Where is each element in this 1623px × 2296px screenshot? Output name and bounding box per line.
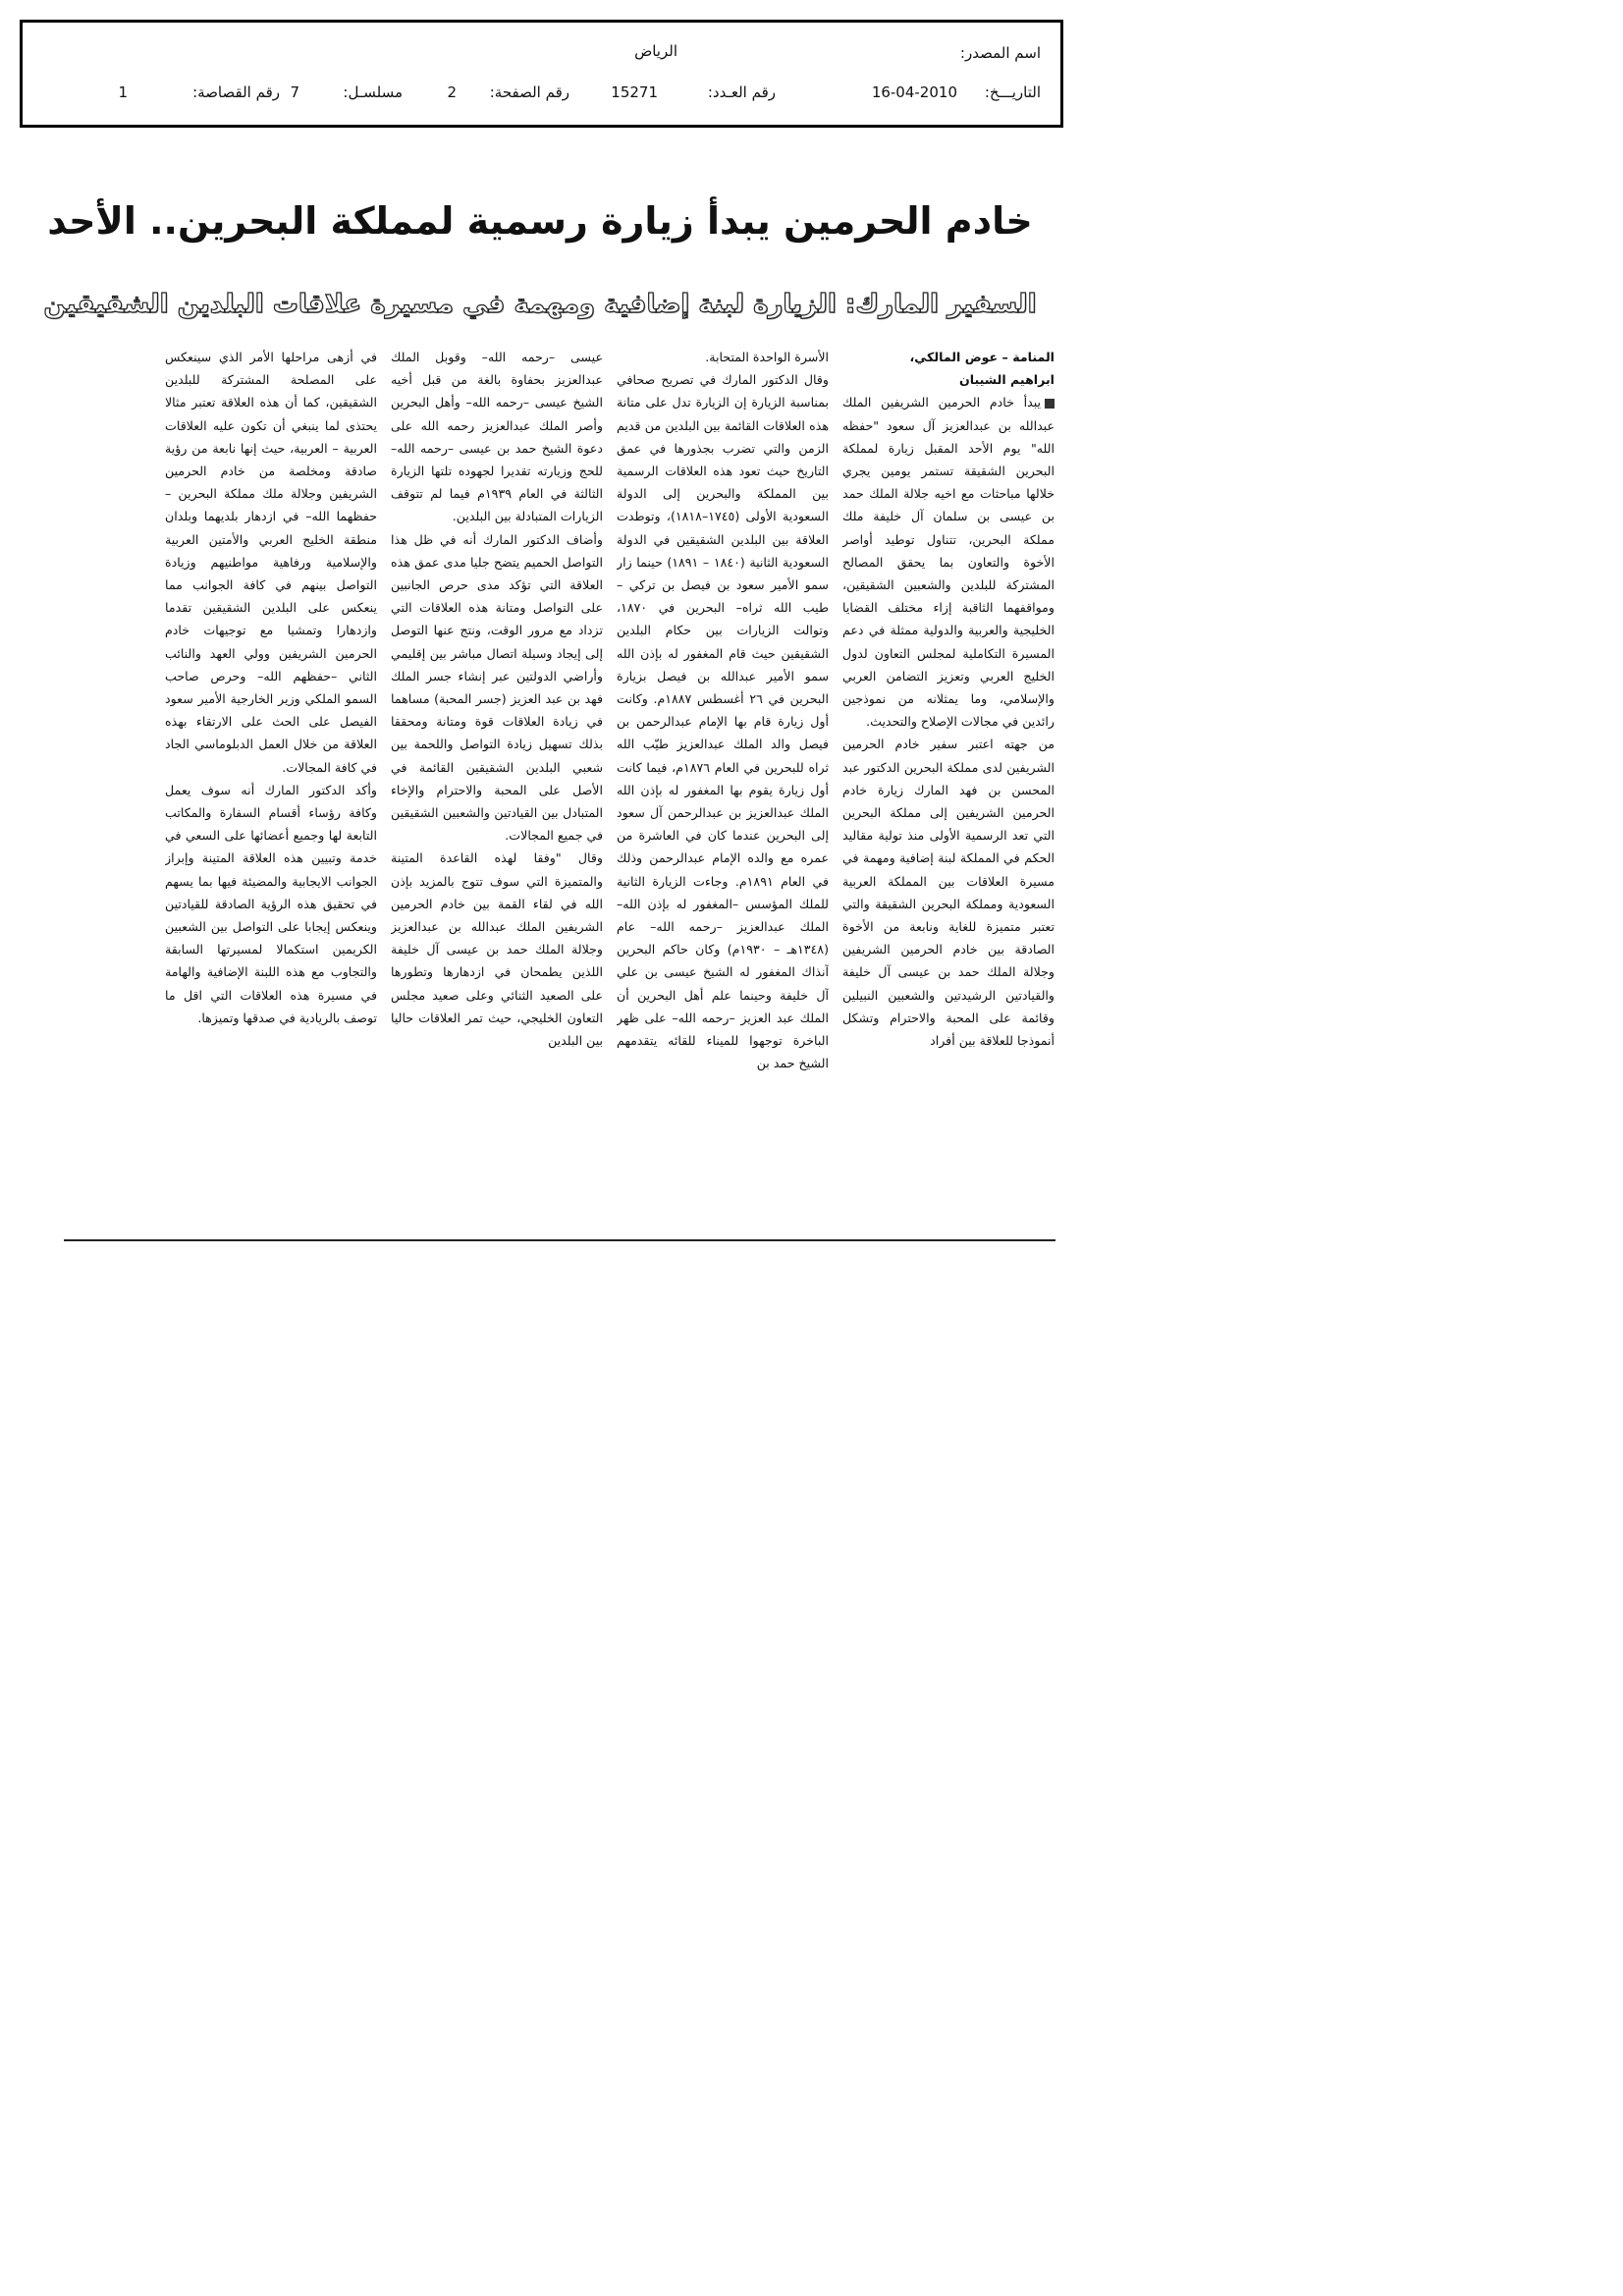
article-column-1 <box>842 346 1055 1235</box>
clipping-header-box <box>20 20 1063 128</box>
paragraph: من جهته اعتبر سفير خادم الحرمين الشريفين لدى مملكة البحرين الدكتور عبد المحسن بن فهد المارك زيارة خادم الحرمين الشريفين إلى مملكة البحرين التي تعد الرسمية الأولى منذ تولية مقاليد الحكم في المملكة لبنة إضافية ومهمة في مسيرة العلاقات بين المملكة العربية السعودية ومملكة البحرين الشقيقة والتي تعتبر متميزة للغاية ونابعة من الأخوة الصادقة بين خادم الحرمين الشريفين وجلالة الملك حمد بن عيسى آل خليفة والقيادتين الرشيدتين والشعبين النبيلين وقائمة على المحبة والاحترام وتشكل أنموذجا للعلاقة بين أفراد <box>842 737 1055 1049</box>
bottom-rule <box>64 1239 1055 1241</box>
paragraph: الأسرة الواحدة المتحابة. <box>705 350 829 364</box>
clipping-label: رقم القصاصة: <box>192 83 280 101</box>
date-label: التاريـــخ: <box>984 83 1041 101</box>
serial-label: مسلسـل: <box>343 83 403 101</box>
article-column-4 <box>165 346 377 1235</box>
article-column-3 <box>391 346 603 1235</box>
article-column-2 <box>617 346 829 1235</box>
paragraph: وقال "وفقا لهذه القاعدة المتينة والمتميزة التي سوف تتوج بالمزيد بإذن الله في لقاء القمة بين خادم الحرمين الشريفين الملك عبدالله بن عبدالعزيز وجلالة الملك حمد بن عيسى آل خليفة اللذين يطمحان في ازدهارها وتطورها على الصعيد الثنائي وعلى صعيد مجلس التعاون الخليجي، حيث تمر العلاقات حاليا بين البلدين <box>391 850 603 1049</box>
paragraph: في أزهى مراحلها الأمر الذي سينعكس على المصلحة المشتركة للبلدين الشقيقين، كما أن هذه العلاقة تعتبر مثالا يحتذى لما ينبغي أن تكون عليه العلاقات العربية – العربية، حيث إنها نابعة من رؤية صادقة ومخلصة من خادم الحرمين الشريفين وجلالة ملك مملكة البحرين –حفظهما الله– في ازدهار بلديهما وبلدان منطقة الخليج العربي والأمتين العربية والإسلامية ورفاهية مواطنيهم وزيادة التواصل بينهم في كافة الجوانب مما ينعكس على البلدين الشقيقين تقدما وازدهارا وتمشيا مع توجيهات خادم الحرمين الشريفين وولي العهد والنائب الثاني –حفظهم الله– وحرص صاحب السمو الملكي وزير الخارجية الأمير سعود الفيصل على الحث على الارتقاء بهذه العلاقة من خلال العمل الدبلوماسي الجاد في كافة المجالات. <box>165 350 377 775</box>
date-value: 16-04-2010 <box>871 83 957 101</box>
paragraph: وأكد الدكتور المارك أنه سوف يعمل وكافة رؤساء أقسام السفارة والمكاتب التابعة لها وجميع أعضائها على السعي في خدمة وتبيين هذه العلاقة المتينة وإبراز الجوانب الايجابية والمضيئة فيها بما يسهم في تحقيق هذه الرؤية الصادقة للقيادتين وينعكس إيجابا على التواصل بين الشعبين الكريمين استكمالا لمسيرتها السابقة والتجاوب مع هذه اللبنة الإضافية والهامة في مسيرة هذه العلاقات التي اقل ما توصف بالريادية في صدقها وتميزها. <box>165 782 377 1025</box>
clipping-value: 1 <box>118 83 128 101</box>
issue-value: 15271 <box>611 83 658 101</box>
paragraph: عيسى –رحمه الله– وقوبل الملك عبدالعزيز بحفاوة بالغة من قبل أخيه الشيخ عيسى –رحمه الله– وأهل البحرين وأصر الملك عبدالعزيز رحمه الله على دعوة الشيخ حمد بن عيسى –رحمه الله– للحج وزيارته تقديرا لجهوده تلتها الزيارة الثالثة في العام ١٩٣٩م فيما لم تتوقف الزيارات المتبادلة بين البلدين. <box>391 350 603 524</box>
issue-label: رقم العـدد: <box>707 83 776 101</box>
paragraph: وأضاف الدكتور المارك أنه في ظل هذا التواصل الحميم يتضح جليا مدى عمق هذه العلاقة التي تؤكد مدى حرص الجانبين على التواصل ومتانة هذه العلاقات التي تزداد مع مرور الوقت، ونتج عنها التوصل إلى إيجاد وسيلة اتصال مباشر بين إقليمي وأراضي الدولتين عبر إنشاء جسر الملك فهد بن عبد العزيز (جسر المحبة) مساهما في زيادة العلاقات قوة ومتانة ومحققا بذلك تسهيل زيادة التواصل واللحمة بين شعبي البلدين الشقيقين القائمة في الأصل على المحبة والاحترام والإخاء المتبادل بين القيادتين والشعبين الشقيقين في جميع المجالات. <box>391 531 603 844</box>
headline: خادم الحرمين يبدأ زيارة رسمية لمملكة البحرين.. الأحد <box>47 199 1033 243</box>
paragraph-bullet-icon <box>1045 399 1055 409</box>
byline: ابراهيم الشيبان <box>959 372 1055 388</box>
paragraph: يبدأ خادم الحرمين الشريفين الملك عبدالله بن عبدالعزيز آل سعود "حفظه الله" يوم الأحد المقبل زيارة لمملكة البحرين الشقيقة تستمر يومين يجري خلالها مباحثات مع اخيه جلالة الملك حمد بن عيسى بن سلمان آل خليفة ملك مملكة البحرين، تتناول توطيد أواصر الأخوة والتعاون بما يحقق المصالح المشتركة للبلدين والشعبين الشقيقين، ومواقفهما الثاقبة إزاء مختلف القضايا الخليجية والعربية والدولية ممثلة في دعم المسيرة التكاملية لمجلس التعاون لدول الخليج العربي وتعزيز التضامن العربي والإسلامي، وما يمثلانه من نموذجين رائدين في مجالات الإصلاح والتحديث. <box>842 395 1055 730</box>
paragraph: وقال الدكتور المارك في تصريح صحافي بمناسبة الزيارة إن الزيارة تدل على متانة هذه العلاقات القائمة بين البلدين من قديم الزمن والتي تضرب بجذورها في عمق التاريخ حيث تعود هذه العلاقات الرسمية بين المملكة والبحرين إلى الدولة السعودية الأولى (١٧٤٥–١٨١٨)، وتوطدت العلاقة بين البلدين الشقيقين في الدولة السعودية الثانية (١٨٤٠ – ١٨٩١) حينما زار سمو الأمير سعود بن فيصل بن تركي –طيب الله ثراه– البحرين في ١٨٧٠، وتوالت الزيارات بين حكام البلدين الشقيقين حيث قام المغفور له بإذن الله سمو الأمير عبدالله بن فيصل بزيارة البحرين في ٢٦ أغسطس ١٨٨٧م. وكانت أول زيارة قام بها الإمام عبدالرحمن بن فيصل والد الملك عبدالعزيز طيّب الله ثراه للبحرين في العام ١٨٧٦م، فيما كانت أول زيارة يقوم بها المغفور له بإذن الله الملك عبدالعزيز بن عبدالرحمن آل سعود إلى البحرين عندما كان في العاشرة من عمره مع والده الإمام عبدالرحمن وذلك في العام ١٨٩١م. وجاءت الزيارة الثانية للملك المؤسس –المغفور له بإذن الله– الملك عبدالعزيز –رحمه الله– عام (١٣٤٨هـ – ١٩٣٠م) وكان حاكم البحرين آنذاك المغفور له الشيخ عيسى بن علي آل خليفة وحينما علم أهل البحرين أن الملك عبد العزيز –رحمه الله– على ظهر الباخرة توجهوا للميناء للقائه يتقدمهم الشيخ حمد بن <box>617 372 829 1071</box>
byline: المنامة – عوض المالكي، <box>909 350 1055 364</box>
source-label: اسم المصدر: <box>959 44 1041 62</box>
source-value: الرياض <box>634 42 677 60</box>
page-label: رقم الصفحة: <box>489 83 569 101</box>
serial-value: 7 <box>290 83 299 101</box>
subheadline: السفير المارك: الزيارة لبنة إضافية ومهمة في مسيرة علاقات البلدين الشقيقين <box>43 290 1037 319</box>
page-value: 2 <box>447 83 457 101</box>
